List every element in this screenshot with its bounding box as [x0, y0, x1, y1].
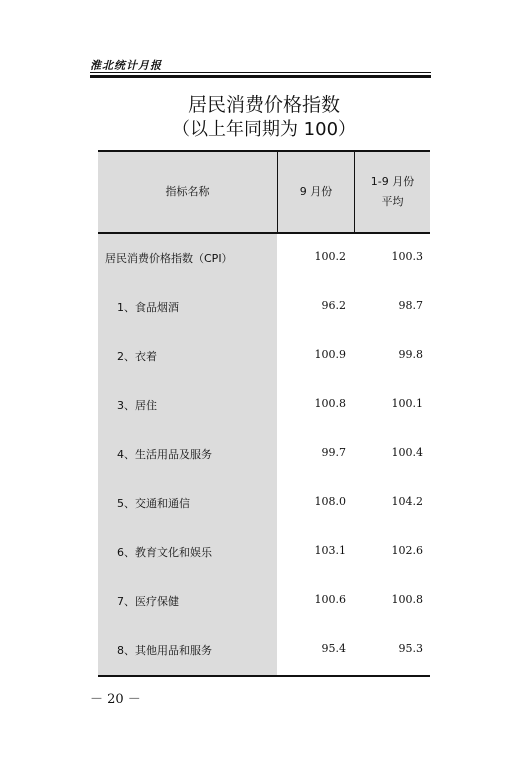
september-value: 100.2	[314, 250, 346, 263]
jan-sep-average-value: 99.8	[398, 348, 423, 361]
table-bottom-rule	[98, 675, 430, 677]
jan-sep-average-value: 104.2	[391, 495, 423, 508]
row-label: 居民消费价格指数（CPI）	[105, 252, 233, 265]
september-value: 95.4	[321, 642, 346, 655]
table-row	[98, 446, 430, 466]
row-label: 6、教育文化和娱乐	[117, 546, 212, 559]
header-rule-thin	[90, 72, 431, 73]
table-header-rule	[98, 232, 430, 234]
september-value: 103.1	[314, 544, 346, 557]
table-row	[98, 544, 430, 564]
column-header-jan-sep	[355, 152, 430, 232]
row-label: 4、生活用品及服务	[117, 448, 212, 461]
september-value: 99.7	[321, 446, 346, 459]
jan-sep-average-value: 95.3	[398, 642, 423, 655]
table-row	[98, 348, 430, 368]
september-value: 100.6	[314, 593, 346, 606]
september-value: 108.0	[314, 495, 346, 508]
row-label: 2、衣着	[117, 350, 157, 363]
row-label: 1、食品烟酒	[117, 301, 179, 314]
publication-header: 淮北统计月报	[90, 59, 162, 72]
table-row	[98, 397, 430, 417]
page-number: － 20 －	[90, 692, 141, 707]
column-header-indicator: 指标名称	[165, 185, 210, 198]
column-header-september: 9 月份	[299, 185, 333, 198]
table-row	[98, 593, 430, 613]
jan-sep-average-value: 102.6	[391, 544, 423, 557]
cpi-table	[98, 150, 430, 677]
table-row	[98, 299, 430, 319]
table-row	[98, 642, 430, 662]
table-row	[98, 495, 430, 515]
row-label: 8、其他用品和服务	[117, 644, 212, 657]
jan-sep-average-value: 100.8	[391, 593, 423, 606]
column-header-jan-sep-line2: 平均	[381, 195, 404, 208]
row-label: 3、居住	[117, 399, 157, 412]
september-value: 100.8	[314, 397, 346, 410]
column-header-jan-sep-line1: 1-9 月份	[370, 175, 415, 188]
jan-sep-average-value: 100.4	[391, 446, 423, 459]
table-row	[98, 250, 430, 270]
header-rule-thick	[90, 75, 431, 78]
page-subtitle: （以上年同期为 100）	[171, 119, 357, 140]
september-value: 100.9	[314, 348, 346, 361]
row-label: 7、医疗保健	[117, 595, 179, 608]
september-value: 96.2	[321, 299, 346, 312]
jan-sep-average-value: 100.3	[391, 250, 423, 263]
row-label: 5、交通和通信	[117, 497, 190, 510]
page-title: 居民消费价格指数	[187, 94, 340, 116]
jan-sep-average-value: 100.1	[391, 397, 423, 410]
jan-sep-average-value: 98.7	[398, 299, 423, 312]
